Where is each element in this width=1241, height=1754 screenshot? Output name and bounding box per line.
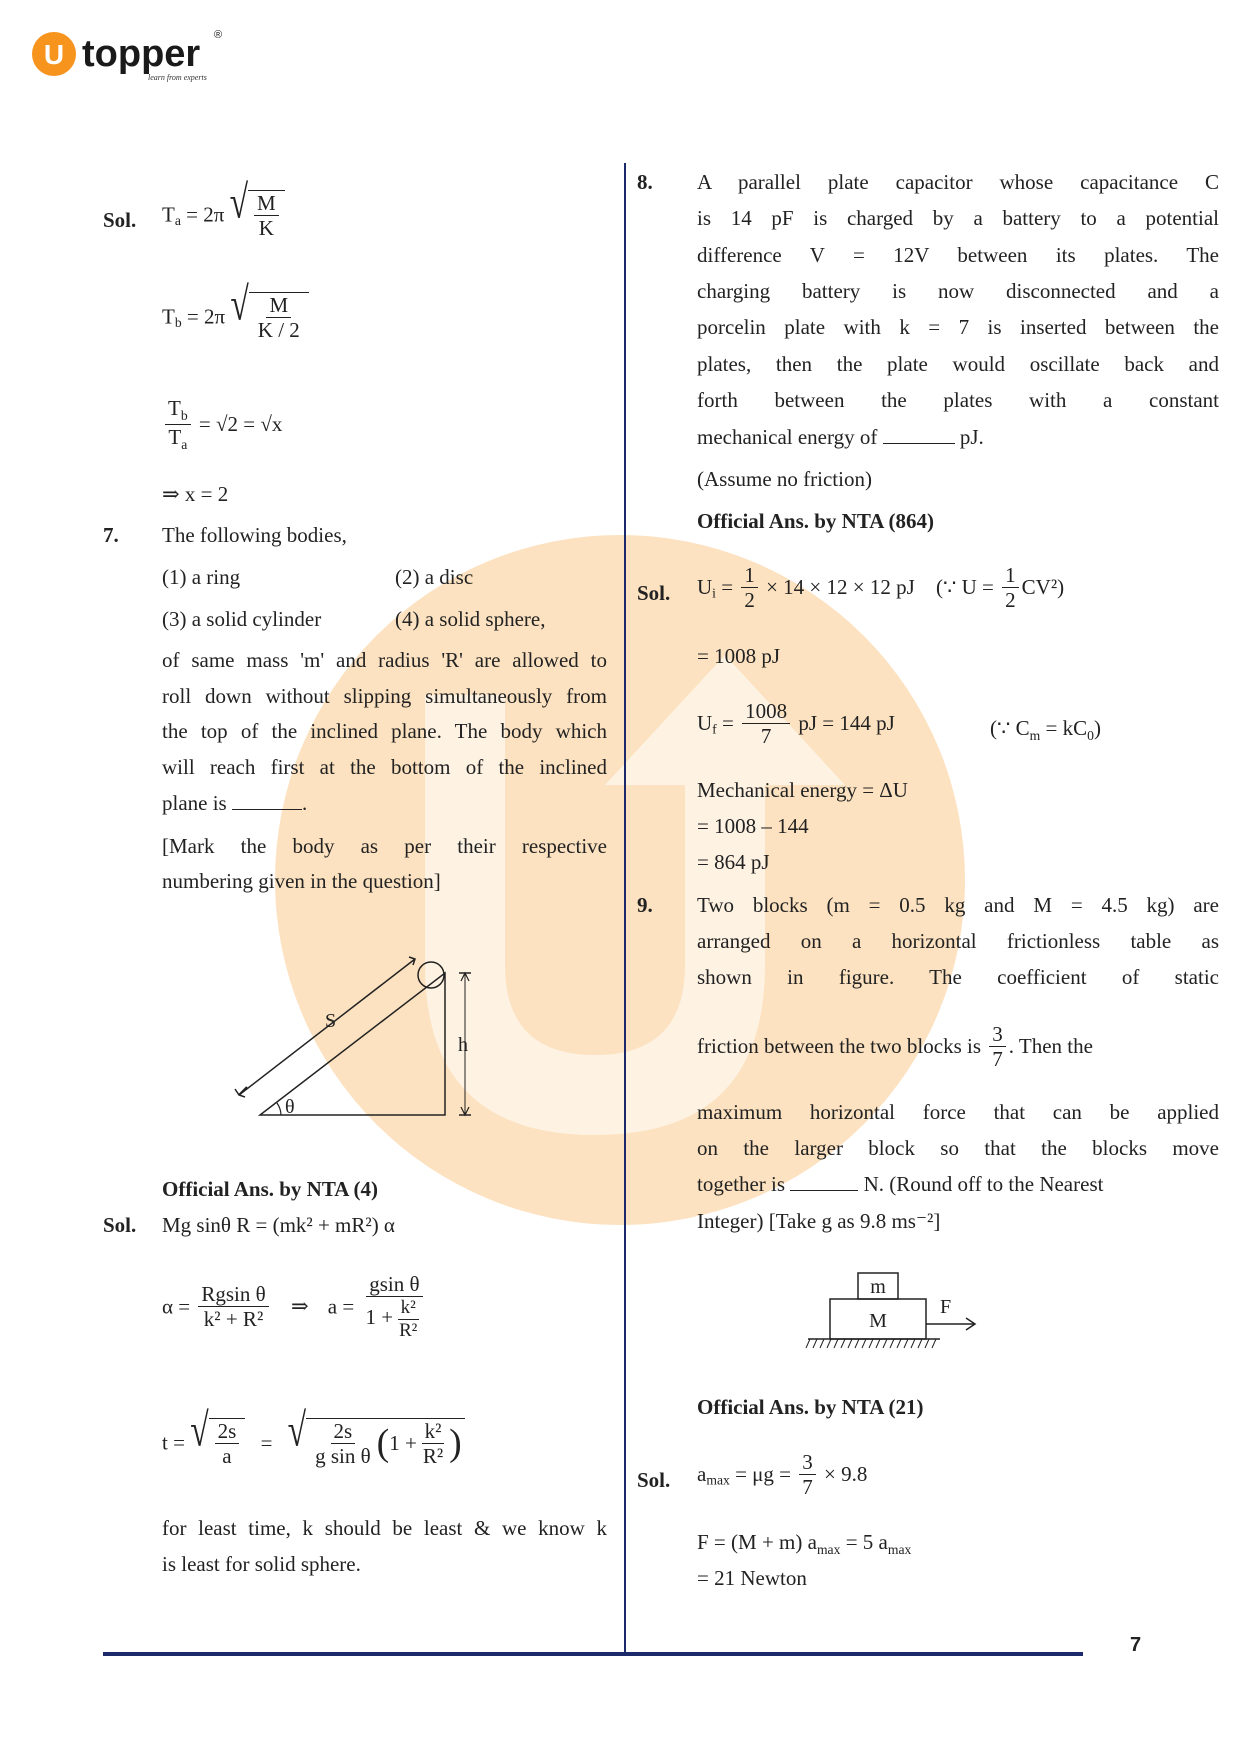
q7-body-line: of same mass 'm' and radius 'R' are allowed to bbox=[162, 648, 607, 672]
q9-line: Two blocks (m = 0.5 kg and M = 4.5 kg) are bbox=[697, 893, 1219, 917]
q9-integer-line: Integer) [Take g as 9.8 ms⁻²] bbox=[697, 1209, 941, 1233]
q7-option-3: (3) a solid cylinder bbox=[162, 607, 322, 631]
q8-line: charging battery is now disconnected and a bbox=[697, 279, 1219, 303]
inclined-plane-figure bbox=[225, 945, 485, 1125]
q7-conclusion-line: for least time, k should be least & we know k bbox=[162, 1516, 607, 1540]
q7-intro: The following bodies, bbox=[162, 523, 347, 547]
q8-line: A parallel plate capacitor whose capacitance C bbox=[697, 170, 1219, 194]
fig-label-m: m bbox=[870, 1276, 886, 1298]
q7-body-line: roll down without slipping simultaneously from bbox=[162, 684, 607, 708]
q8-line-last: mechanical energy of pJ. bbox=[697, 425, 984, 449]
q7-sol-label: Sol. bbox=[103, 1213, 137, 1237]
q8-line: porcelin plate with k = 7 is inserted between the bbox=[697, 315, 1219, 339]
fig-label-h: h bbox=[458, 1034, 468, 1056]
q7-body-line: will reach first at the bottom of the inclined bbox=[162, 755, 607, 779]
fig-label-M: M bbox=[869, 1310, 887, 1332]
q9-line: on the larger block so that the blocks move bbox=[697, 1136, 1219, 1160]
q7-option-2: (2) a disc bbox=[395, 565, 474, 589]
q7-time-equation: t = √ $\frac{2s}{a}$ = √ $\frac{2s}{\text{g sin θ}}$ ( 1 + $\frac{\text{k²}}{\text{R²}}$ ) bbox=[162, 1418, 465, 1468]
q9-number: 9. bbox=[637, 893, 653, 917]
q9-official-answer: Official Ans. by NTA (21) bbox=[697, 1395, 924, 1419]
q7-note-last: numbering given in the question] bbox=[162, 869, 441, 893]
q8-line: forth between the plates with a constant bbox=[697, 388, 1219, 412]
q8-mech-line: Mechanical energy = ΔU bbox=[697, 778, 908, 802]
fig-label-s: S bbox=[325, 1010, 337, 1032]
q8-number: 8. bbox=[637, 170, 653, 194]
fig-label-F: F bbox=[940, 1296, 952, 1318]
q7-note-line: [Mark the body as per their respective bbox=[162, 834, 607, 858]
column-divider bbox=[624, 163, 626, 1655]
footer-rule bbox=[103, 1652, 1083, 1656]
q8-ui-result: = 1008 pJ bbox=[697, 644, 781, 668]
logo-wordmark: topper bbox=[82, 33, 201, 75]
svg-text:U: U bbox=[43, 39, 65, 70]
q8-mech-line: = 864 pJ bbox=[697, 850, 770, 874]
q8-assume: (Assume no friction) bbox=[697, 467, 872, 491]
q6-ta-equation: $T_a = 2\pi$ √ $\frac{M}{K}$ bbox=[162, 190, 285, 240]
q7-sol-equation: Mg sinθ R = (mk² + mR²) α bbox=[162, 1213, 395, 1237]
q8-ui-equation: $U_i$ = $\frac{1}{2}$ × 14 × 12 × 12 pJ (∵ U = $\frac{1}{2}$ CV²) bbox=[697, 563, 1065, 613]
logo-tagline: learn from experts bbox=[148, 73, 207, 82]
q8-line: plates, then the plate would oscillate back and bbox=[697, 352, 1219, 376]
q8-uf-equation: $U_f$ = $\frac{1008}{7}$ pJ = 144 pJ bbox=[697, 699, 895, 749]
q9-force-result: = 21 Newton bbox=[697, 1566, 807, 1590]
q8-line: difference V = 12V between its plates. The bbox=[697, 243, 1219, 267]
q7-option-1: (1) a ring bbox=[162, 565, 241, 589]
q9-line: shown in figure. The coefficient of static bbox=[697, 965, 1219, 989]
q8-sol-label: Sol. bbox=[637, 581, 671, 605]
q8-uf-because: (∵ $C_m = kC_0$) bbox=[990, 716, 1101, 744]
q7-alpha-equation: α = $\frac{\text{Rgsin θ}}{\text{k² + R²}}$ ⇒ a = gsin θ 1 + $\frac{\text{k²}}{\text{R²}}$ bbox=[162, 1272, 429, 1342]
q9-together-line: together is N. (Round off to the Nearest bbox=[697, 1172, 1104, 1196]
q9-sol-label: Sol. bbox=[637, 1468, 671, 1492]
page-number: 7 bbox=[1130, 1634, 1142, 1656]
q7-official-answer: Official Ans. by NTA (4) bbox=[162, 1177, 379, 1201]
q9-amax-equation: $a_{max} = \mu g$ = $\frac{3}{7}$ × 9.8 bbox=[697, 1450, 868, 1500]
q7-option-4: (4) a solid sphere, bbox=[395, 607, 546, 631]
q7-number: 7. bbox=[103, 523, 119, 547]
q7-conclusion-line: is least for solid sphere. bbox=[162, 1552, 361, 1576]
q6-sol-label: Sol. bbox=[103, 208, 137, 232]
q6-ratio-equation: $\frac{T_b}{T_a}$ = √2 = √x bbox=[162, 396, 282, 453]
q6-tb-equation: $T_b = 2\pi$ √ $\frac{M}{K / 2}$ bbox=[162, 292, 309, 342]
q8-official-answer: Official Ans. by NTA (864) bbox=[697, 509, 935, 533]
q9-force-equation: F = (M + m) $a_{max} = 5$ $a_{max}$ bbox=[697, 1530, 912, 1558]
topper-logo bbox=[30, 28, 230, 88]
q9-friction-line: friction between the two blocks is $\frac{3}{7}$ . Then the bbox=[697, 1022, 1093, 1072]
q7-body-last: plane is . bbox=[162, 791, 308, 815]
blocks-figure bbox=[800, 1268, 990, 1363]
q6-result: ⇒ x = 2 bbox=[162, 482, 229, 506]
q9-line: maximum horizontal force that can be applied bbox=[697, 1100, 1219, 1124]
q9-line: arranged on a horizontal frictionless table as bbox=[697, 929, 1219, 953]
q7-body-line: the top of the inclined plane. The body which bbox=[162, 719, 607, 743]
q8-line: is 14 pF is charged by a battery to a potential bbox=[697, 206, 1219, 230]
svg-text:®: ® bbox=[214, 29, 223, 41]
fig-label-theta: θ bbox=[285, 1096, 295, 1118]
q8-mech-line: = 1008 – 144 bbox=[697, 814, 809, 838]
